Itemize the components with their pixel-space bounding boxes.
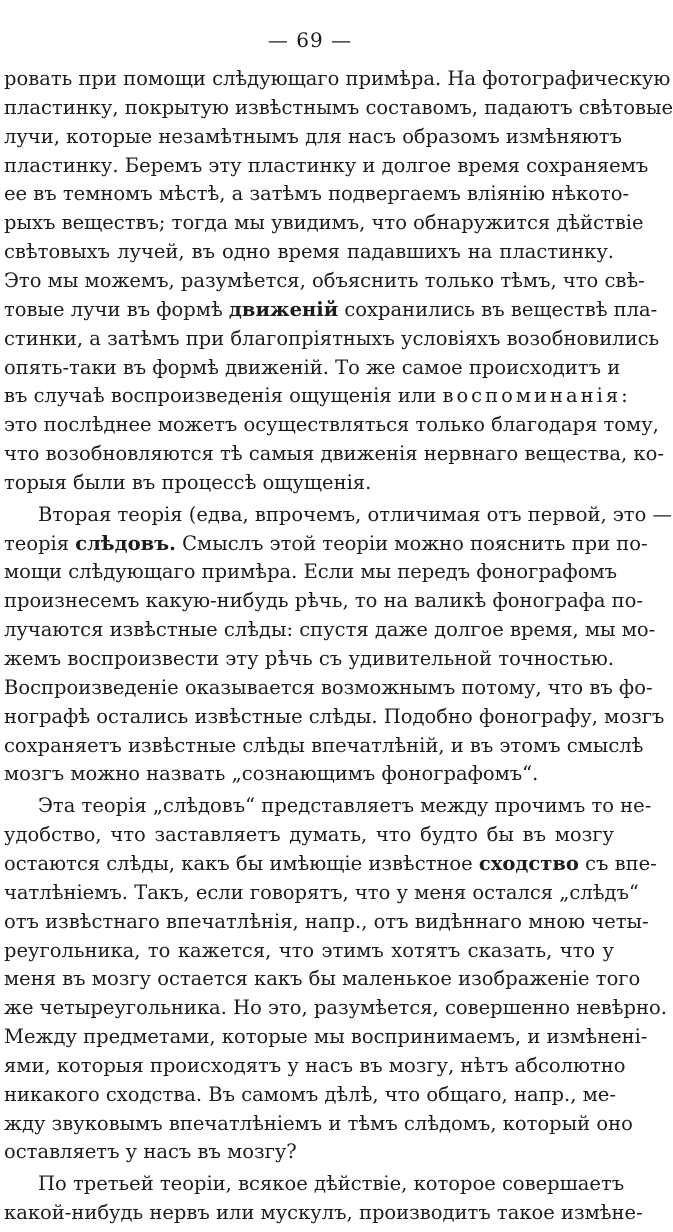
- text-line: жемъ воспроизвести эту рѣчь съ удивительной точностью.: [4, 647, 614, 670]
- text-line: мощи слѣдующаго примѣра. Если мы передъ фонографомъ: [4, 560, 618, 584]
- emphasis-text: слѣдовъ.: [75, 531, 176, 555]
- text-line: свѣтовыхъ лучей, въ одно время падавшихъ на пластинку.: [4, 240, 614, 264]
- text-line: что возобновляются тѣ самыя движенія нервнаго вещества, ко-: [4, 442, 664, 466]
- text-line: же четыреугольника. Но это, разумѣется, совершенно невѣрно.: [4, 996, 667, 1020]
- text-line: ее въ темномъ мѣстѣ, а затѣмъ подвергаемъ вліянію нѣкото-: [4, 182, 630, 206]
- text-run: сохранились въ веществѣ пла-: [338, 297, 658, 321]
- text-line: стинки, а затѣмъ при благопріятныхъ условіяхъ возобновились: [4, 326, 660, 350]
- text-line: меня въ мозгу остается какъ бы маленькое изображеніе того: [4, 967, 641, 991]
- text-run: остаются слѣды, какъ бы имѣющіе извѣстное: [4, 851, 479, 875]
- text-line: опять-таки въ формѣ движеній. То же самое происходитъ и: [4, 355, 621, 379]
- emphasis-text: воспоминанія:: [442, 384, 631, 408]
- text-line: жду звуковымъ впечатлѣніемъ и тѣмъ слѣдомъ, который оно: [4, 1111, 633, 1135]
- text-line: произнесемъ какую-нибудь рѣчь, то на валикѣ фонографа по-: [4, 589, 643, 613]
- text-line: [4, 295, 658, 324]
- paragraph-start: По третьей теоріи, всякое дѣйствіе, которое совершаетъ: [38, 1172, 625, 1196]
- text-line: сохраняетъ извѣстные слѣды впечатлѣній, и въ этомъ смыслѣ: [4, 733, 644, 757]
- paragraph-start: Вторая теорія (едва, впрочемъ, отличимая отъ первой, это —: [38, 502, 673, 526]
- text-run: товые лучи въ формѣ: [4, 297, 229, 321]
- text-line: рыхъ веществъ; тогда мы увидимъ, что обнаружится дѣйствіе: [4, 211, 644, 235]
- text-run: въ случаѣ воспроизведенія ощущенія или: [4, 384, 443, 408]
- text-line: Это мы можемъ, разумѣется, объяснить только тѣмъ, что свѣ-: [4, 268, 645, 292]
- text-line: [4, 849, 657, 878]
- text-line: чатлѣніемъ. Такъ, если говорятъ, что у меня остался „слѣдъ“: [4, 880, 639, 904]
- text-line: никакого сходства. Въ самомъ дѣлѣ, что общаго, напр., ме-: [4, 1082, 616, 1106]
- text-line: какой-нибудь нервъ или мускулъ, производитъ такое измѣне-: [4, 1201, 643, 1225]
- text-line: ями, которыя происходятъ у насъ въ мозгу, нѣтъ абсолютно: [4, 1053, 626, 1077]
- text-line: Между предметами, которые мы воспринимаемъ, и измѣненi-: [4, 1025, 648, 1049]
- text-run: Смыслъ этой теоріи можно пояснить при по-: [175, 531, 648, 555]
- text-line: Воспроизведеніе оказывается возможнымъ потому, что въ фо-: [4, 675, 653, 699]
- text-line: торыя были въ процессѣ ощущенія.: [4, 470, 372, 494]
- text-line: нографѣ остались извѣстные слѣды. Подобно фонографу, мозгъ: [4, 704, 665, 728]
- text-line: [4, 381, 631, 410]
- text-line: удобство, что заставляетъ думать, что будто бы въ мозгу: [4, 823, 614, 847]
- text-run: теорія: [4, 531, 76, 555]
- text-run: съ впе-: [578, 851, 657, 875]
- text-line: [4, 529, 648, 558]
- emphasis-text: сходство: [478, 851, 579, 875]
- text-line: пластинку. Беремъ эту пластинку и долгое время сохраняемъ: [4, 153, 649, 177]
- page-number: — 69 —: [267, 28, 353, 52]
- emphasis-text: движеній: [228, 297, 339, 321]
- text-line: отъ извѣстнаго впечатлѣнія, напр., отъ видѣннаго мною четы-: [4, 909, 649, 933]
- text-line: реугольника, то кажется, что этимъ хотятъ сказать, что у: [4, 938, 614, 962]
- text-line: это послѣднее можетъ осуществляться только благодаря тому,: [4, 413, 659, 437]
- text-line: ровать при помощи слѣдующаго примѣра. На фотографическую: [4, 67, 671, 90]
- text-line: лучи, которые незамѣтнымъ для насъ образомъ измѣняютъ: [4, 124, 622, 148]
- text-line: мозгъ можно назвать „сознающимъ фонографомъ“.: [4, 762, 539, 786]
- text-line: пластинку, покрытую извѣстнымъ составомъ, падаютъ свѣтовые: [4, 95, 673, 119]
- text-line: лучаются извѣстные слѣды: спустя даже долгое время, мы мо-: [4, 618, 656, 642]
- paragraph-start: Эта теорія „слѣдовъ“ представляетъ между прочимъ то не-: [38, 794, 652, 818]
- text-line: оставляетъ у насъ въ мозгу?: [4, 1140, 297, 1164]
